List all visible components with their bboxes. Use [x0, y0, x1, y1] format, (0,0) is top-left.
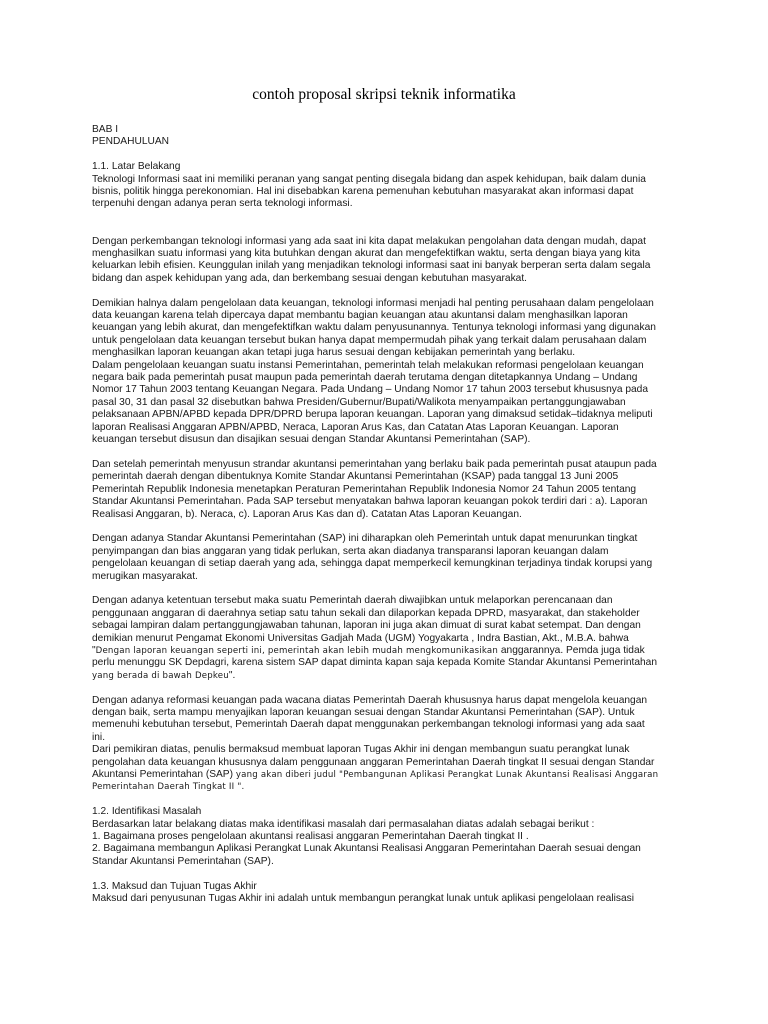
- document-title: contoh proposal skripsi teknik informatika: [252, 86, 516, 103]
- paragraph-quote-end: yang berada di bawah Depkeu".: [92, 669, 236, 681]
- paragraph-quote-line: "Dengan laporan keuangan seperti ini, pemerintah akan lebih mudah mengkomunikasikan anggarannya. Pemda juga tidak: [92, 644, 645, 656]
- section-heading-latar-belakang: 1.1. Latar Belakang: [92, 161, 181, 173]
- paragraph-title-line: Akuntansi Pemerintahan (SAP) yang akan diberi judul "Pembangunan Aplikasi Perangkat Lunak Akuntansi Realisasi Anggaran: [92, 769, 659, 781]
- paragraph: Dengan adanya Standar Akuntansi Pemerintahan (SAP) ini diharapkan oleh Pemerintah untuk dapat menurunkan tingkat penyimpangan dan bias anggaran yang tidak perlukan, serta akan diadanya transparansi laporan keuangan dalam pengelolaan keuangan di setiap daerah yang ada, sehingga dapat memperkecil kemungkinan terjadinya tindak korupsi yang merugikan masyarakat.: [92, 533, 653, 582]
- thesis-title-text: Pemerintahan Daerah Tingkat II ".: [92, 782, 245, 793]
- paragraph: Demikian halnya dalam pengelolaan data keuangan, teknologi informasi menjadi hal penting perusahaan dalam pengelolaan data keuangan karena telah dipercaya dapat membantu bagian keuangan atau akuntansi dalam menghasilkan laporan keuangan yang lebih akurat, dan mengefektifkan waktu dalam penyusunannya. Tentunya teknologi informasi yang digunakan untuk pengelolaan data keuangan tersebut bukan hanya dapat mempermudah pihak yang terkait dalam perusahaan dalam menghasilkan laporan keuangan akan tetapi juga harus sesuai dengan kebijakan pemerintah yang berlaku.: [92, 297, 656, 359]
- paragraph: Dan setelah pemerintah menyusun strandar akuntansi pemerintahan yang berlaku baik pada pemerintah pusat ataupun pada pemerintah daerah dengan dibentuknya Komite Standar Akuntansi Pemerintahan (KSAP) pada tanggal 13 Juni 2005 Pemerintah Republik Indonesia menetapkan Peraturan Pemerintahan Republik Indonesia Nomor 24 Tahun 2005 tentang Standar Akuntansi Pemerintahan. Pada SAP tersebut menyatakan bahwa laporan keuangan pokok terdiri dari : a). Laporan Realisasi Anggaran, b). Neraca, c). Laporan Arus Kas dan d). Catatan Atas Laporan Keuangan.: [92, 458, 657, 520]
- paragraph: Dengan adanya ketentuan tersebut maka suatu Pemerintah daerah diwajibkan untuk melaporkan perencanaan dan penggunaan anggaran di daerahnya setiap satu tahun sekali dan dilaporkan kepada DPRD, masyarakat, dan stakeholder sebagai lampiran dalam pertanggungjawaban tahunan, laporan ini juga akan dimuat di surat kabat setempat. Dan dengan demikian menurut Pengamat Ekonomi Universitas Gadjah Mada (UGM) Yogyakarta , Indra Bastian, Akt., M.B.A. bahwa: [92, 595, 641, 644]
- section-heading-identifikasi-masalah: 1.2. Identifikasi Masalah: [92, 806, 202, 818]
- thesis-title-text: yang akan diberi judul "Pembangunan Aplikasi Perangkat Lunak Akuntansi Realisasi Anggaran: [235, 770, 659, 781]
- quote-text: Dengan laporan keuangan seperti ini, pemerintah akan lebih mudah mengkomunikasikan: [95, 645, 499, 656]
- chapter-number: BAB I: [92, 124, 119, 135]
- document-body: [92, 124, 692, 905]
- paragraph: Teknologi Informasi saat ini memiliki peranan yang sangat penting disegala bidang dan aspek kehidupan, baik dalam dunia bisnis, politik hingga perekonomian. Hal ini disebabkan karena pemenuhan kebutuhan masyarakat akan informasi dapat terpenuhi dengan adanya peran serta teknologi informasi.: [92, 173, 646, 210]
- paragraph: Maksud dari penyusunan Tugas Akhir ini adalah untuk membangun perangkat lunak untuk aplikasi pengelolaan realisasi: [92, 893, 634, 905]
- paragraph: Dengan adanya reformasi keuangan pada wacana diatas Pemerintah Daerah khususnya harus dapat mengelola keuangan dengan baik, serta mampu menyajikan laporan keuangan sesuai dengan Standar Akuntansi Pemerintahan (SAP). Untuk memenuhi kebutuhan tersebut, Pemerintah Daerah dapat menggunakan perkembangan teknologi informasi yang ada saat ini. Dari pemikiran diatas, penulis bermaksud membuat laporan Tugas Akhir ini dengan membangun suatu perangkat lunak pengolahan data keuangan khususnya dalam penggunaan anggaran Pemerintahan Daerah tingkat II sesuai dengan Standar: [92, 694, 655, 768]
- chapter-title: PENDAHULUAN: [92, 136, 169, 148]
- quote-text: yang berada di bawah Depkeu: [92, 670, 229, 681]
- paragraph: Berdasarkan latar belakang diatas maka identifikasi masalah dari permasalahan diatas adalah sebagai berikut : 1. Bagaimana proses pengelolaan akuntansi realisasi anggaran Pemerintahan Daerah tingkat II . 2. Bagaimana membangun Aplikasi Perangkat Lunak Akuntansi Realisasi Anggaran Pemerintahan Daerah sesuai dengan Standar Akuntansi Pemerintahan (SAP).: [92, 818, 641, 867]
- paragraph-title-line: [92, 781, 692, 793]
- paragraph: perlu menunggu SK Depdagri, karena sistem SAP dapat diminta kapan saja kepada Komite Standar Akuntansi Pemerintahan: [92, 657, 657, 669]
- paragraph: Dalam pengelolaan keuangan suatu instansi Pemerintahan, pemerintah telah melakukan reformasi pengelolaan keuangan negara baik pada pemerintah pusat maupun pada pemerintah daerah terutama dengan ditetapkannya Undang – Undang Nomor 17 Tahun 2003 tentang Keuangan Negara. Pada Undang – Undang Nomor 17 tahun 2003 tersebut khususnya pada pasal 30, 31 dan pasal 32 disebutkan bahwa Presiden/Gubernur/Bupati/Walikota menyampaikan pertanggungjawaban pelaksanaan APBN/APBD kepada DPR/DPRD berupa laporan keuangan. Laporan yang dimaksud setidak–tidaknya meliputi laporan Realisasi Anggaran APBN/APBD, Neraca, Laporan Arus Kas, dan Catatan Atas Laporan Keuangan. Laporan keuangan tersebut disusun dan disajikan sesuai dengan Standar Akuntansi Pemerintahan (SAP).: [92, 359, 653, 446]
- section-heading-maksud-tujuan: 1.3. Maksud dan Tujuan Tugas Akhir: [92, 880, 257, 892]
- paragraph: Dengan perkembangan teknologi informasi yang ada saat ini kita dapat melakukan pengolahan data dengan mudah, dapat menghasilkan suatu informasi yang kita butuhkan dengan akurat dan mengefektifkan waktu, serta dengan biaya yang kita keluarkan lebih efisien. Keunggulan inilah yang menjadikan teknologi informasi saat ini banyak berperan serta dalam segala bidang dan aspek kehidupan yang ada, dan berkembang sesuai dengan kebutuhan masyarakat.: [92, 235, 651, 284]
